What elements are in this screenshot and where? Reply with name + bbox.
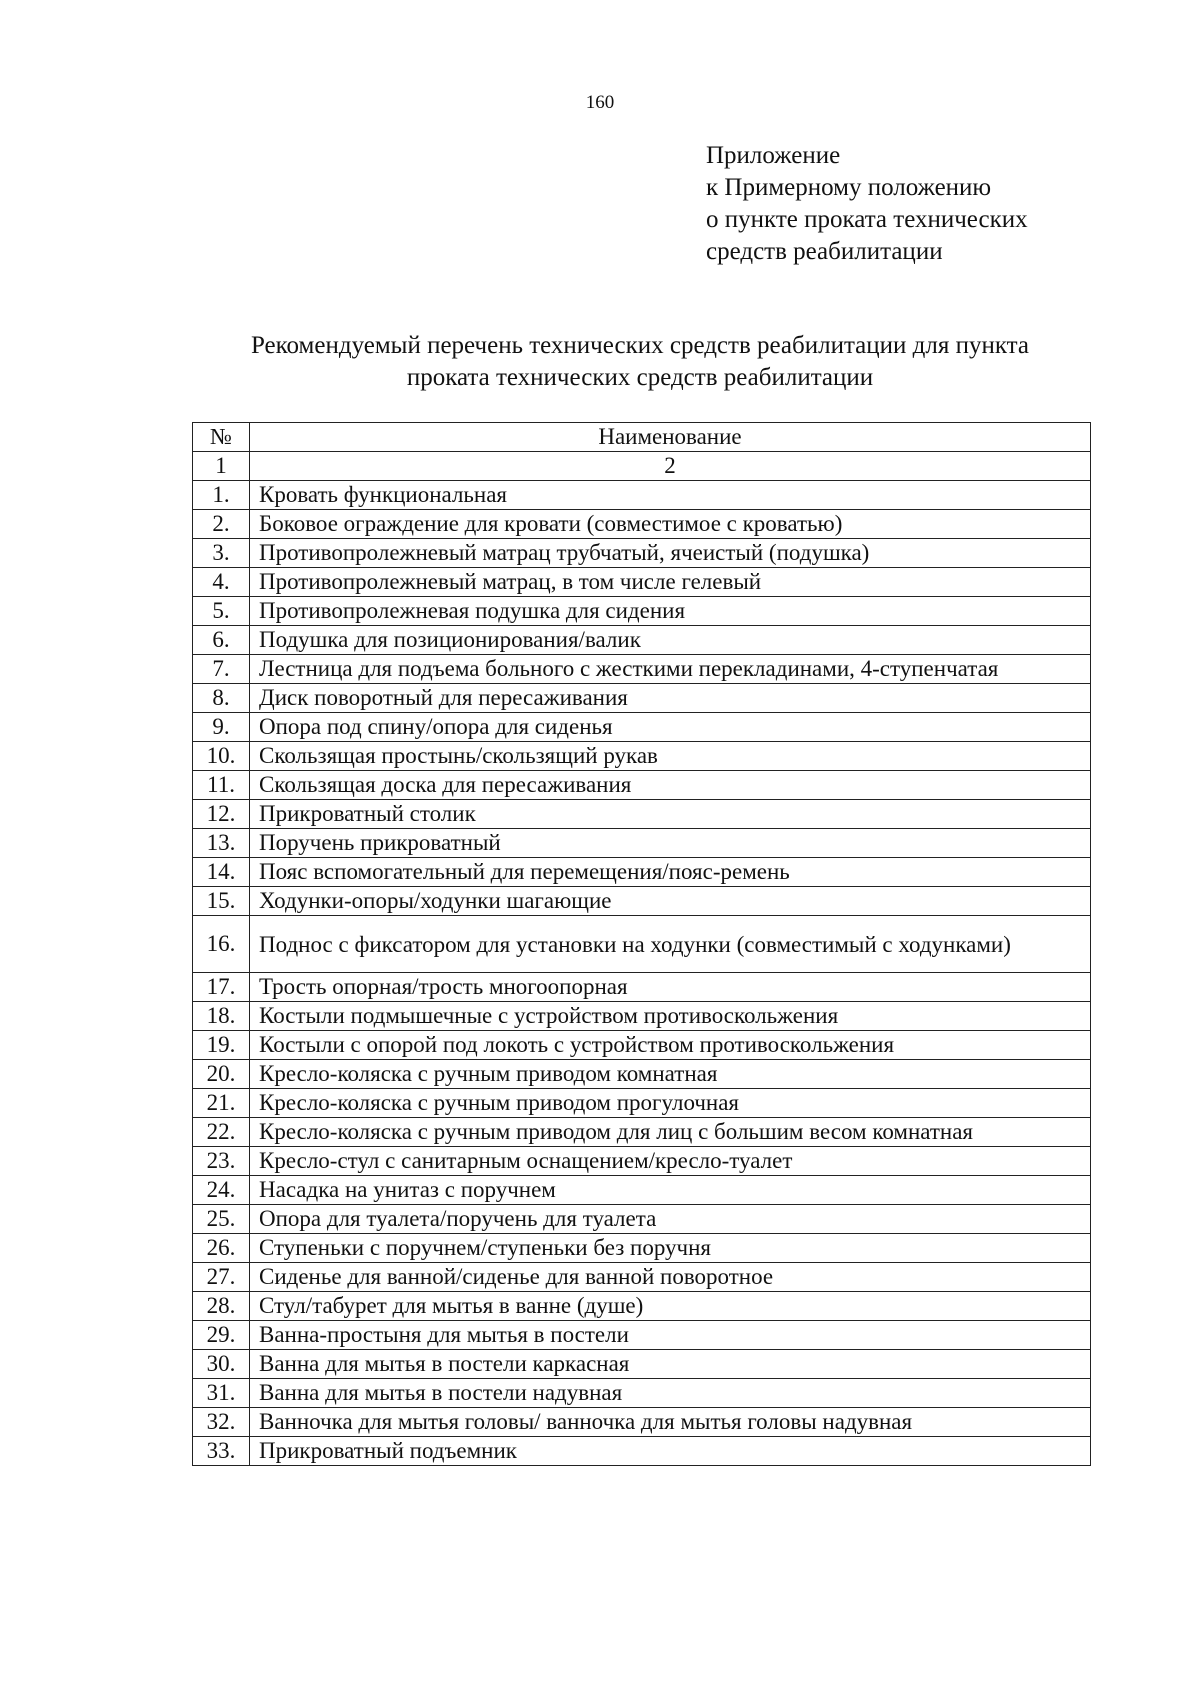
row-number: 26. xyxy=(193,1234,250,1263)
row-number: 19. xyxy=(193,1031,250,1060)
table-index-row xyxy=(193,452,1091,481)
row-name: Ванночка для мытья головы/ ванночка для мытья головы надувная xyxy=(250,1408,1091,1437)
row-name: Кровать функциональная xyxy=(250,481,1091,510)
row-name: Противопролежневый матрац, в том числе гелевый xyxy=(250,568,1091,597)
row-name: Костыли подмышечные с устройством противоскольжения xyxy=(250,1002,1091,1031)
table-row xyxy=(193,1060,1091,1089)
row-name: Пояс вспомогательный для перемещения/пояс-ремень xyxy=(250,858,1091,887)
table-row xyxy=(193,887,1091,916)
appendix-line: к Примерному положению xyxy=(706,174,992,201)
rehabilitation-items-table xyxy=(192,422,1091,1466)
row-number: 16. xyxy=(193,916,250,973)
index-cell: 1 xyxy=(193,452,250,481)
row-name: Лестница для подъема больного с жесткими перекладинами, 4-ступенчатая xyxy=(250,655,1091,684)
row-number: 33. xyxy=(193,1437,250,1466)
row-number: 13. xyxy=(193,829,250,858)
title-line: Рекомендуемый перечень технических средств реабилитации для пункта xyxy=(250,332,1030,359)
table-row xyxy=(193,1147,1091,1176)
table-row xyxy=(193,481,1091,510)
row-number: 27. xyxy=(193,1263,250,1292)
row-number: 31. xyxy=(193,1379,250,1408)
table-row xyxy=(193,1234,1091,1263)
table-row xyxy=(193,973,1091,1002)
row-number: 2. xyxy=(193,510,250,539)
table-row xyxy=(193,1379,1091,1408)
table-row xyxy=(193,1031,1091,1060)
table-row xyxy=(193,1408,1091,1437)
row-number: 8. xyxy=(193,684,250,713)
table-body xyxy=(193,481,1091,1466)
table-row xyxy=(193,1292,1091,1321)
table-row xyxy=(193,1089,1091,1118)
row-number: 30. xyxy=(193,1350,250,1379)
row-number: 11. xyxy=(193,771,250,800)
row-name: Скользящая простынь/скользящий рукав xyxy=(250,742,1091,771)
row-name: Поднос с фиксатором для установки на ходунки (совместимый с ходунками) xyxy=(250,916,1091,973)
row-name: Подушка для позиционирования/валик xyxy=(250,626,1091,655)
row-number: 25. xyxy=(193,1205,250,1234)
row-number: 3. xyxy=(193,539,250,568)
row-name: Кресло-стул с санитарным оснащением/кресло-туалет xyxy=(250,1147,1091,1176)
row-number: 17. xyxy=(193,973,250,1002)
row-number: 12. xyxy=(193,800,250,829)
row-number: 14. xyxy=(193,858,250,887)
row-number: 5. xyxy=(193,597,250,626)
row-name: Ванна для мытья в постели надувная xyxy=(250,1379,1091,1408)
row-name: Кресло-коляска с ручным приводом для лиц с большим весом комнатная xyxy=(250,1118,1091,1147)
table-row xyxy=(193,510,1091,539)
row-name: Боковое ограждение для кровати (совместимое с кроватью) xyxy=(250,510,1091,539)
row-name: Диск поворотный для пересаживания xyxy=(250,684,1091,713)
row-number: 10. xyxy=(193,742,250,771)
table-row xyxy=(193,829,1091,858)
page-number: 160 xyxy=(585,92,615,113)
index-cell: 2 xyxy=(250,452,1091,481)
row-name: Стул/табурет для мытья в ванне (душе) xyxy=(250,1292,1091,1321)
document-title xyxy=(150,330,1130,394)
row-number: 28. xyxy=(193,1292,250,1321)
table-row xyxy=(193,1205,1091,1234)
row-number: 24. xyxy=(193,1176,250,1205)
table-row xyxy=(193,1118,1091,1147)
row-name: Прикроватный подъемник xyxy=(250,1437,1091,1466)
row-number: 4. xyxy=(193,568,250,597)
row-number: 1. xyxy=(193,481,250,510)
table-row xyxy=(193,858,1091,887)
column-header-name: Наименование xyxy=(250,423,1091,452)
column-header-number: № xyxy=(193,423,250,452)
table-row xyxy=(193,916,1091,973)
row-number: 29. xyxy=(193,1321,250,1350)
table-row xyxy=(193,742,1091,771)
table-row xyxy=(193,1002,1091,1031)
appendix-line: Приложение xyxy=(706,142,841,169)
row-name: Противопролежневый матрац трубчатый, ячеистый (подушка) xyxy=(250,539,1091,568)
row-name: Скользящая доска для пересаживания xyxy=(250,771,1091,800)
table-row xyxy=(193,597,1091,626)
appendix-line: о пункте проката технических xyxy=(706,206,1028,233)
row-name: Ходунки-опоры/ходунки шагающие xyxy=(250,887,1091,916)
table-row xyxy=(193,655,1091,684)
row-number: 23. xyxy=(193,1147,250,1176)
row-number: 20. xyxy=(193,1060,250,1089)
row-name: Прикроватный столик xyxy=(250,800,1091,829)
row-name: Поручень прикроватный xyxy=(250,829,1091,858)
row-name: Сиденье для ванной/сиденье для ванной поворотное xyxy=(250,1263,1091,1292)
row-number: 32. xyxy=(193,1408,250,1437)
table-row xyxy=(193,684,1091,713)
row-number: 9. xyxy=(193,713,250,742)
table-row xyxy=(193,1176,1091,1205)
table-row xyxy=(193,1321,1091,1350)
table-row xyxy=(193,539,1091,568)
row-name: Кресло-коляска с ручным приводом комнатная xyxy=(250,1060,1091,1089)
row-name: Костыли с опорой под локоть с устройством противоскольжения xyxy=(250,1031,1091,1060)
row-name: Ступеньки с поручнем/ступеньки без поручня xyxy=(250,1234,1091,1263)
row-number: 22. xyxy=(193,1118,250,1147)
row-name: Ванна-простыня для мытья в постели xyxy=(250,1321,1091,1350)
table-header-row xyxy=(193,423,1091,452)
row-name: Ванна для мытья в постели каркасная xyxy=(250,1350,1091,1379)
table-row xyxy=(193,1350,1091,1379)
row-number: 7. xyxy=(193,655,250,684)
row-number: 6. xyxy=(193,626,250,655)
row-number: 15. xyxy=(193,887,250,916)
table-row xyxy=(193,713,1091,742)
table-row xyxy=(193,800,1091,829)
row-name: Кресло-коляска с ручным приводом прогулочная xyxy=(250,1089,1091,1118)
title-line: проката технических средств реабилитации xyxy=(406,364,874,391)
table-row xyxy=(193,626,1091,655)
row-number: 21. xyxy=(193,1089,250,1118)
row-name: Трость опорная/трость многоопорная xyxy=(250,973,1091,1002)
table-row xyxy=(193,1263,1091,1292)
appendix-header xyxy=(706,140,1176,268)
table-row xyxy=(193,1437,1091,1466)
table-row xyxy=(193,771,1091,800)
appendix-line: средств реабилитации xyxy=(706,238,943,265)
row-name: Насадка на унитаз с поручнем xyxy=(250,1176,1091,1205)
row-number: 18. xyxy=(193,1002,250,1031)
table-row xyxy=(193,568,1091,597)
row-name: Противопролежневая подушка для сидения xyxy=(250,597,1091,626)
row-name: Опора под спину/опора для сиденья xyxy=(250,713,1091,742)
row-name: Опора для туалета/поручень для туалета xyxy=(250,1205,1091,1234)
